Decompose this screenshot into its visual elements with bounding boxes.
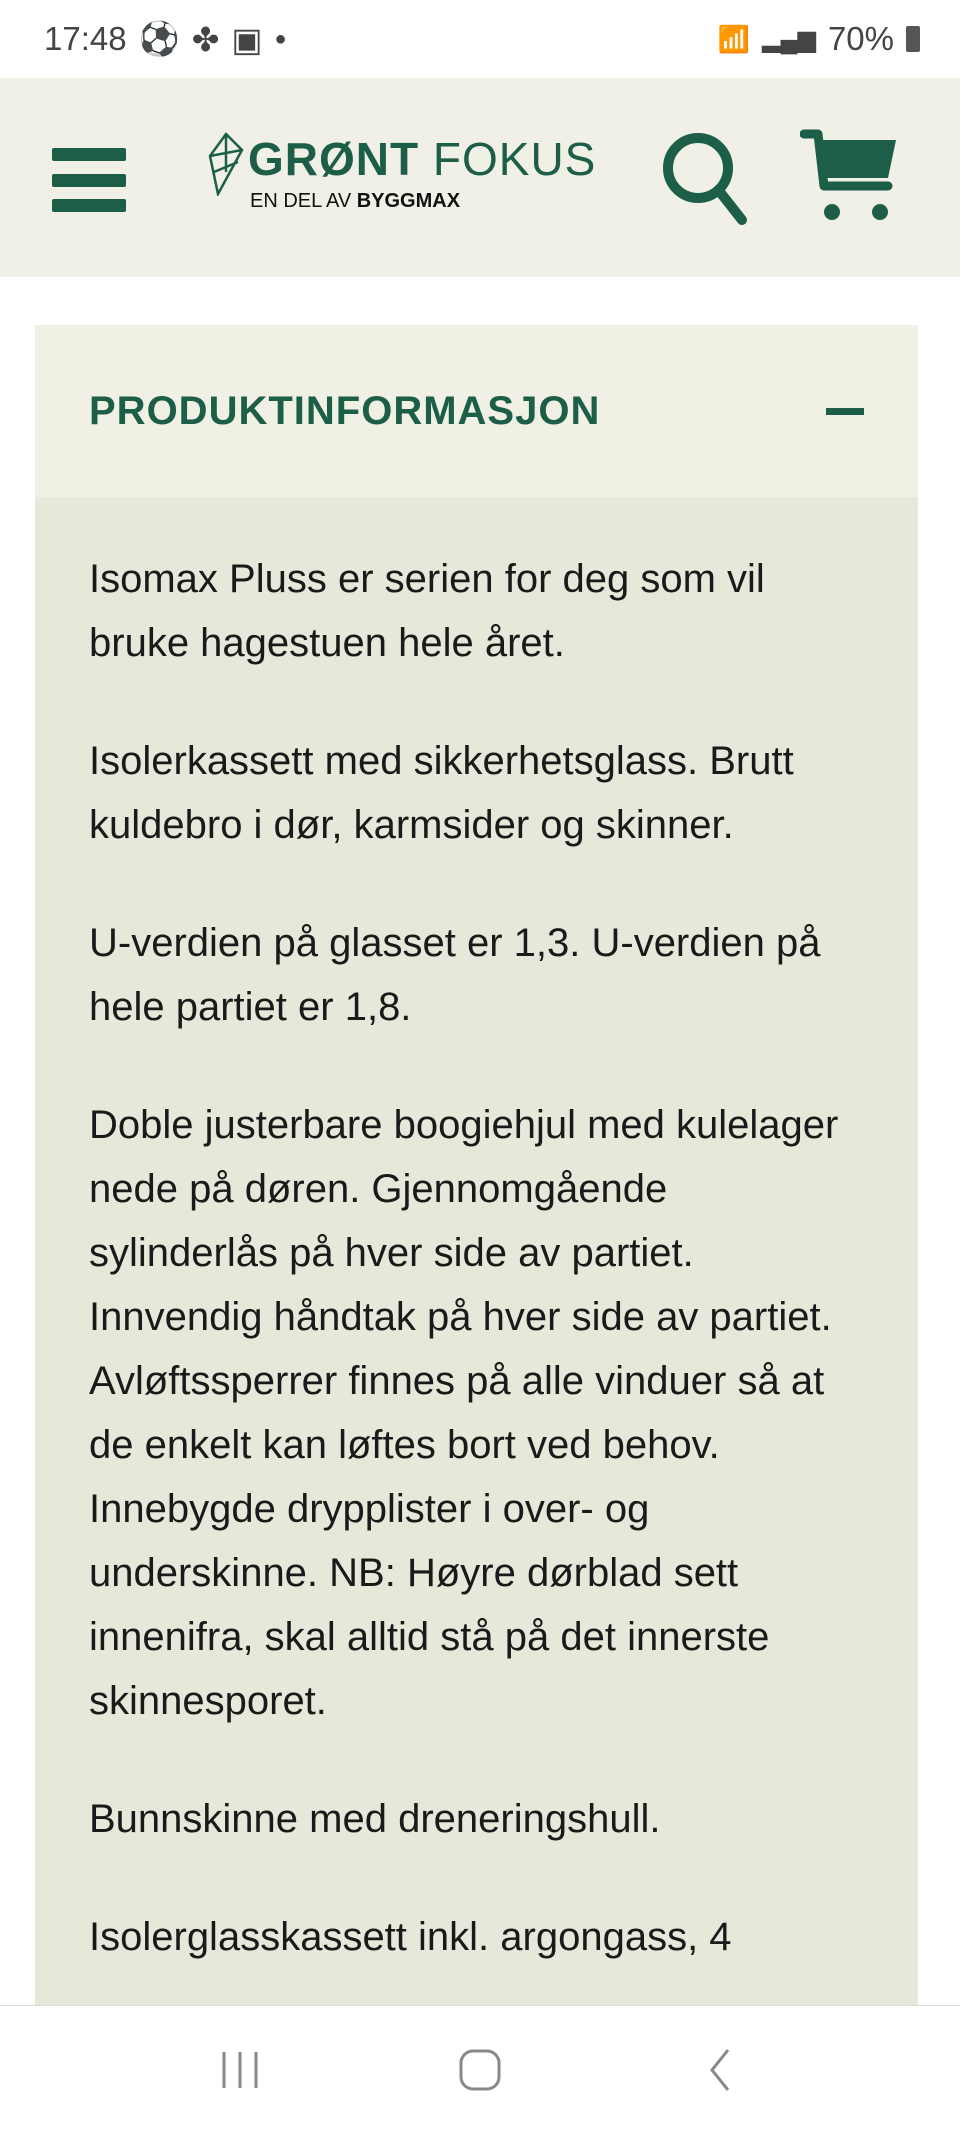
home-icon[interactable]	[458, 2048, 502, 2092]
logo-sub-bold: BYGGMAX	[356, 190, 461, 212]
logo-text-light: FOKUS	[432, 133, 597, 185]
menu-button[interactable]	[52, 148, 126, 212]
logo-sub-light: EN DEL AV	[250, 190, 352, 212]
search-icon[interactable]	[660, 128, 750, 228]
accordion-header[interactable]	[35, 325, 918, 497]
paragraph: Isomax Pluss er serien for deg som vil bruke hagestuen hele året.	[89, 557, 765, 665]
signal-icon: ▂▄▆	[762, 25, 816, 53]
pinwheel-icon: ✤	[191, 20, 220, 58]
logo-text-bold: GRØNT	[248, 133, 420, 185]
system-nav-bar	[0, 2005, 960, 2133]
collapse-icon[interactable]	[826, 408, 864, 415]
paragraph: Doble justerbare boogiehjul med kulelager nede på døren. Gjennomgående sylinderlås på hver side av partiet. Innvendig håndtak på hver side av partiet. Avløftssperrer finnes på alle vinduer så at de enkelt kan løftes bort ved behov. Innebygde drypplister i over- og underskinne. NB: Høyre dørblad sett innenifra, skal alltid stå på det innerste skinnesporet.	[89, 1103, 839, 1723]
logo[interactable]	[208, 132, 597, 222]
recents-icon[interactable]	[218, 2048, 262, 2092]
battery-icon	[906, 26, 920, 52]
logo-diamond-icon	[208, 132, 244, 196]
paragraph: Bunnskinne med dreneringshull.	[89, 1797, 661, 1841]
cart-icon[interactable]	[800, 126, 904, 226]
image-icon: ▣	[231, 20, 263, 58]
clock: 17:48	[44, 20, 127, 57]
back-icon[interactable]	[698, 2048, 742, 2092]
accordion-title: PRODUKTINFORMASJON	[89, 388, 601, 433]
paragraph: Isolerglasskassett inkl. argongass, 4	[89, 1915, 732, 1959]
paragraph: U-verdien på glasset er 1,3. U-verdien på hele partiet er 1,8.	[89, 921, 821, 1029]
soccer-icon: ⚽	[138, 19, 180, 57]
battery-level: 70%	[827, 20, 894, 57]
status-bar	[0, 0, 960, 78]
site-header	[0, 78, 960, 277]
accordion-body	[35, 497, 918, 1969]
page-content	[0, 277, 960, 2005]
wifi-icon: 📶	[717, 23, 751, 54]
paragraph: Isolerkassett med sikkerhetsglass. Brutt kuldebro i dør, karmsider og skinner.	[89, 739, 794, 847]
product-info-accordion	[35, 325, 918, 2005]
dot-icon: ●	[274, 27, 287, 50]
